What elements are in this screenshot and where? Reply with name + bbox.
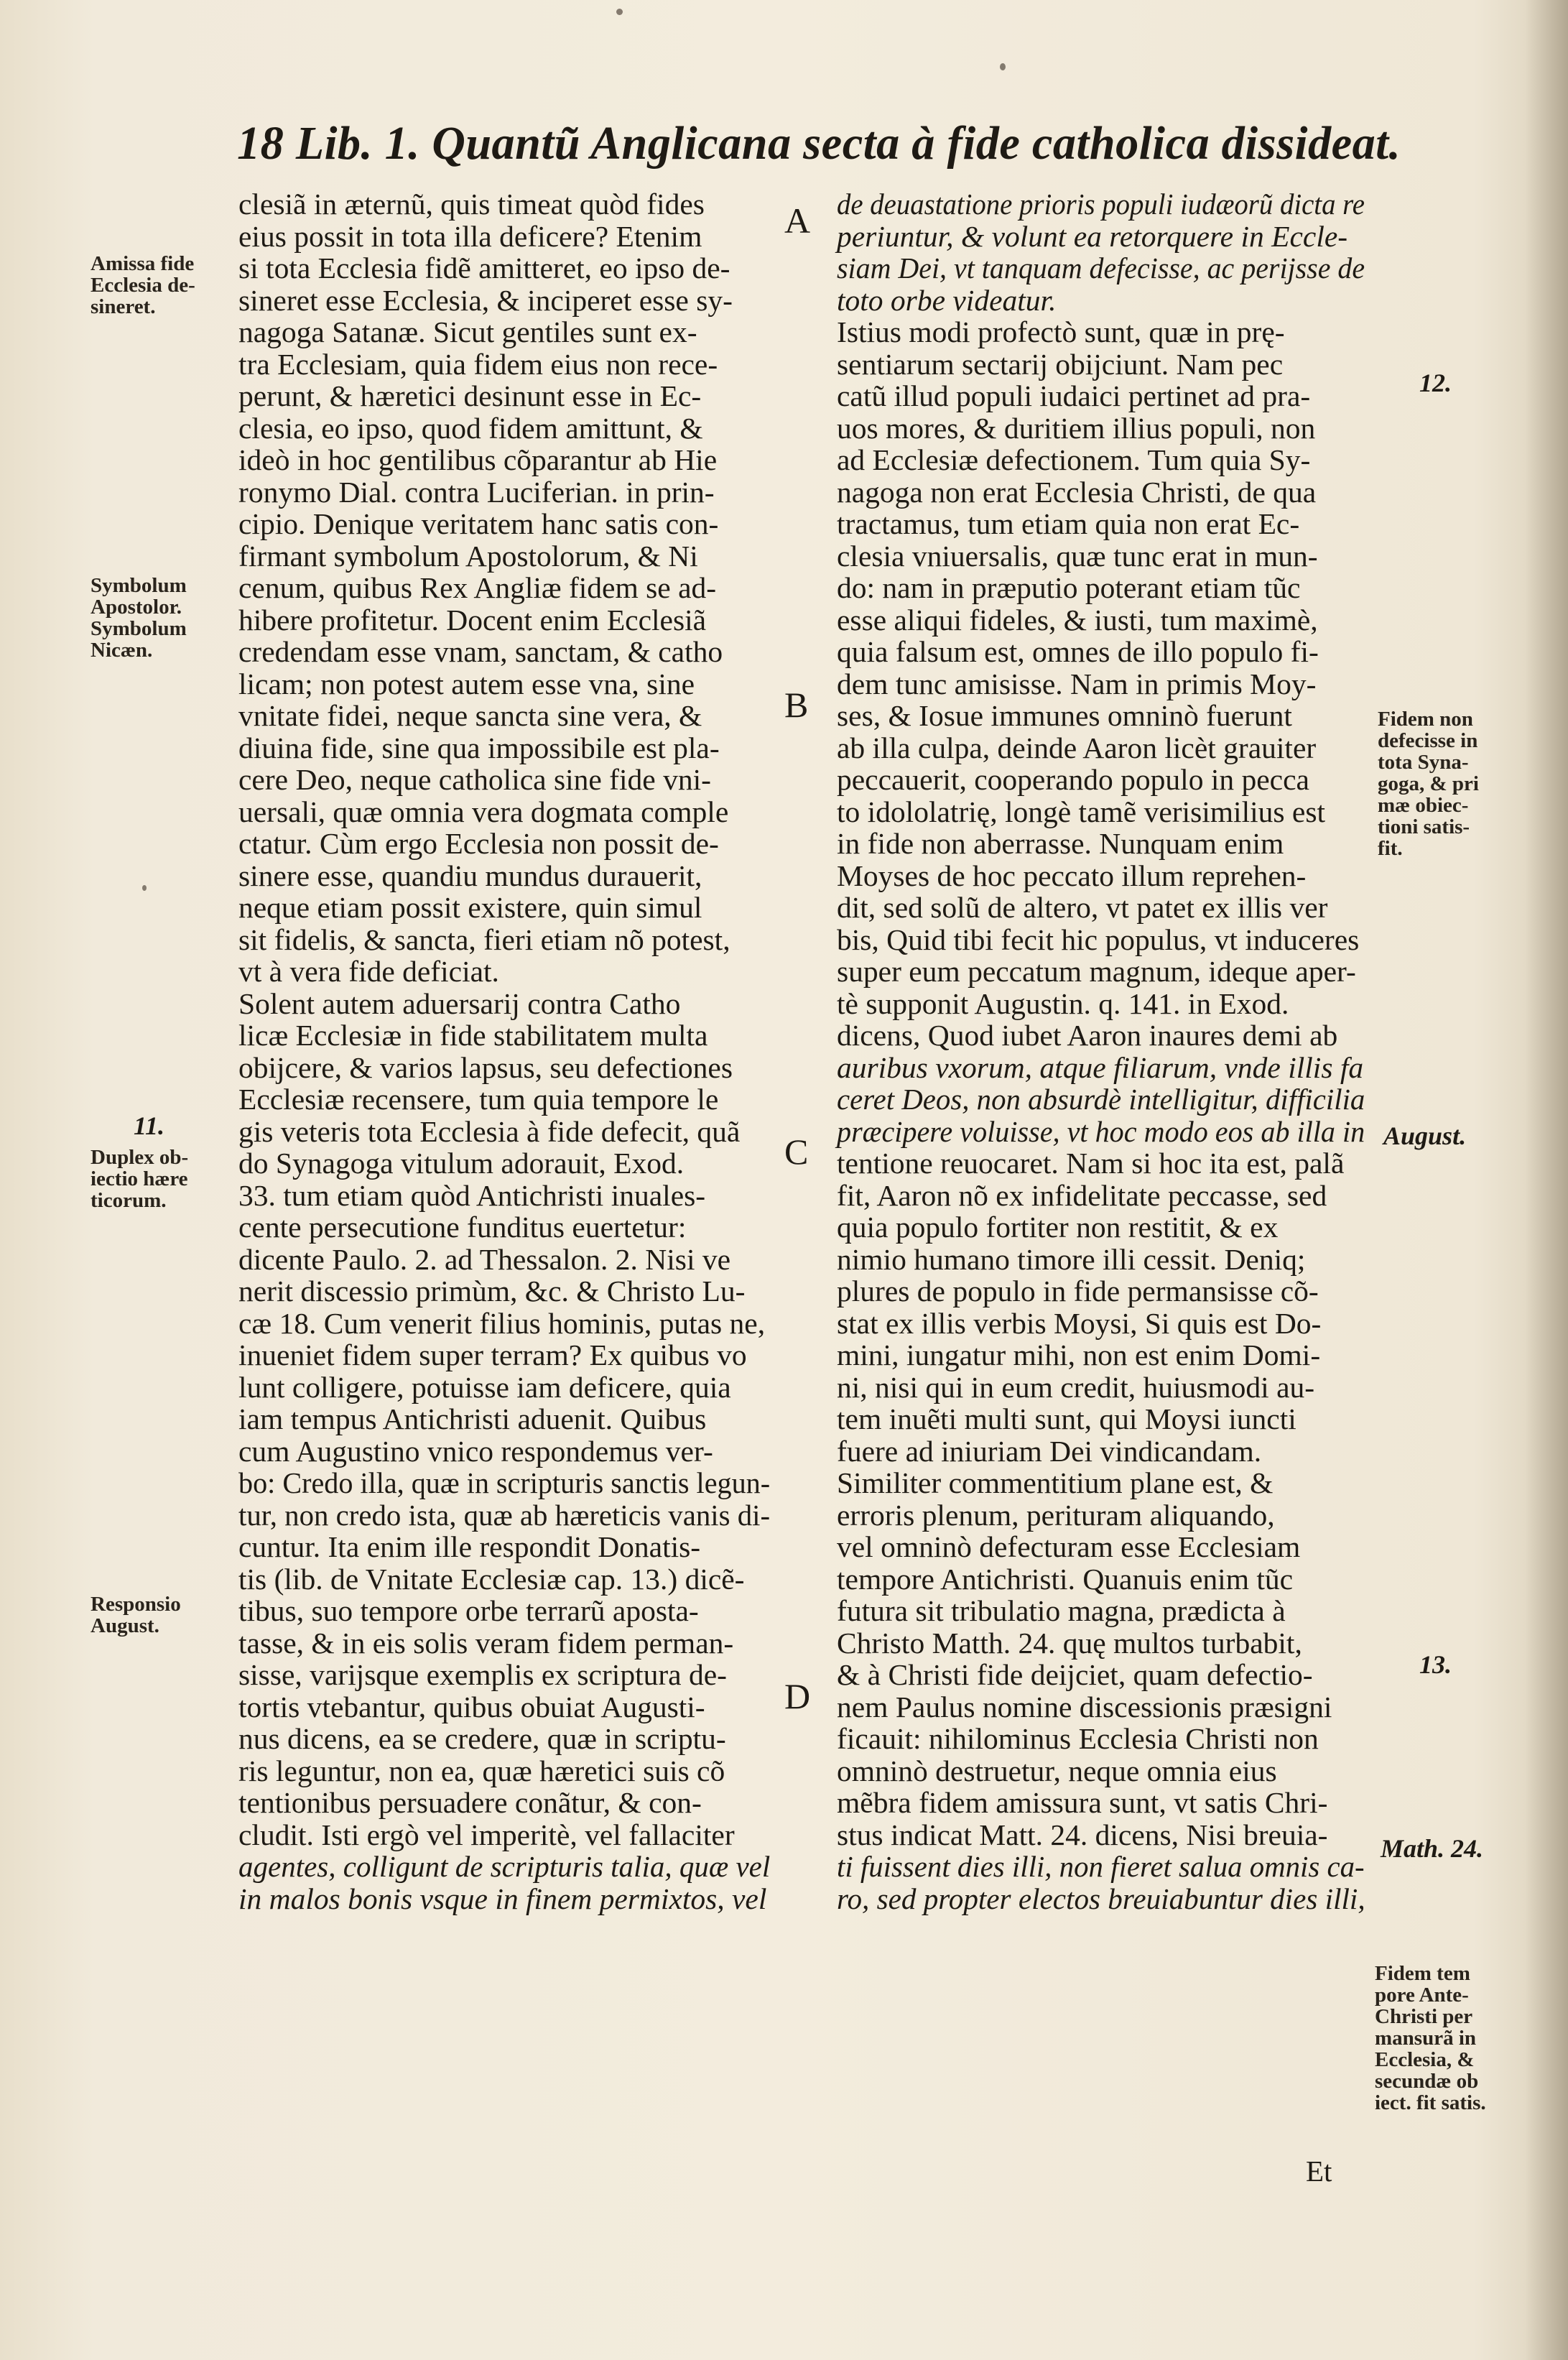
text-line: tortis vtebantur, quibus obuiat Augusti- (238, 1690, 705, 1723)
section-letter-a: A (784, 200, 811, 241)
text-line: ceret Deos, non absurdè intelligitur, difficilia (837, 1083, 1365, 1116)
text-line: to idololatrię, longè tamẽ verisimilius est (837, 795, 1326, 828)
text-line: sineret esse Ecclesia, & inciperet esse sy- (238, 283, 733, 317)
text-line: fuere ad iniuriam Dei vindicandam. (837, 1434, 1262, 1468)
text-line: periuntur, & volunt ea retorquere in Eccle- (837, 219, 1348, 253)
margin-ref-august: August. (1383, 1121, 1467, 1150)
text-line: ro, sed propter electos breuiabuntur dies illi, (837, 1882, 1365, 1915)
left-column-text (238, 188, 770, 1915)
section-number-11: 11. (134, 1111, 165, 1140)
margin-note-responsio: Responsio August. (91, 1593, 181, 1637)
page-edge-shadow (1525, 0, 1568, 2360)
text-line: omninò destruetur, neque omnia eius (837, 1754, 1277, 1787)
text-line: sisse, varijsque exemplis ex scriptura de- (238, 1658, 727, 1691)
text-line: nus dicens, ea se credere, quæ in scriptu- (238, 1722, 726, 1755)
text-line: tempore Antichristi. Quanuis enim tũc (837, 1562, 1294, 1596)
text-line: vel omninò defecturam esse Ecclesiam (837, 1530, 1301, 1563)
text-line: tem inuẽti multi sunt, qui Moysi iuncti (837, 1402, 1296, 1435)
text-line: stat ex illis verbis Moysi, Si quis est Do- (837, 1306, 1322, 1340)
text-line: clesia, eo ipso, quod fidem amittunt, & (238, 411, 703, 445)
text-line: bo: Credo illa, quæ in scripturis sanctis legun- (238, 1466, 771, 1499)
margin-ref-math: Math. 24. (1381, 1834, 1484, 1863)
text-line: si tota Ecclesia fidẽ amitteret, eo ipso de- (238, 251, 730, 284)
text-line: agentes, colligunt de scripturis talia, quæ vel (238, 1850, 771, 1883)
text-line: diuina fide, sine qua impossibile est pla- (238, 731, 720, 764)
text-line: in malos bonis vsque in finem permixtos, vel (238, 1882, 767, 1915)
text-line: ris leguntur, non ea, quæ hæretici suis cõ (238, 1754, 725, 1787)
text-line: Ecclesiæ recensere, tum quia tempore le (238, 1083, 719, 1116)
text-line: licam; non potest autem esse vna, sine (238, 667, 695, 700)
text-line: tentionibus persuadere conãtur, & con- (238, 1786, 702, 1819)
text-line: 33. tum etiam quòd Antichristi inuales- (238, 1178, 706, 1212)
text-line: ab illa culpa, deinde Aaron licèt grauiter (837, 731, 1317, 764)
ink-spot (1000, 63, 1006, 70)
text-line: ronymo Dial. contra Luciferian. in prin- (238, 475, 715, 509)
margin-note-fidem-non-defecisse: Fidem non defecisse in tota Syna- goga, & pri mæ obiec- tioni satis- fit. (1378, 708, 1479, 860)
text-line: ctatur. Cùm ergo Ecclesia non possit de- (238, 827, 719, 860)
text-line: Christo Matth. 24. quę multos turbabit, (837, 1626, 1302, 1660)
text-line: Solent autem aduersarij contra Catho (238, 986, 681, 1020)
text-line: firmant symbolum Apostolorum, & Ni (238, 539, 698, 573)
text-line: hibere profitetur. Docent enim Ecclesiã (238, 603, 707, 637)
text-line: nagoga Satanæ. Sicut gentiles sunt ex- (238, 315, 697, 348)
text-line: ti fuissent dies illi, non fieret salua omnis ca- (837, 1850, 1365, 1883)
running-header: 18 Lib. 1. Quantũ Anglicana secta à fide catholica dissideat. (237, 117, 1401, 170)
text-line: præcipere voluisse, vt hoc modo eos ab illa in (837, 1114, 1365, 1148)
text-line: ideò in hoc gentilibus cõparantur ab Hie (238, 443, 718, 476)
text-line: obijcere, & varios lapsus, seu defectiones (238, 1050, 733, 1084)
text-line: quia falsum est, omnes de illo populo fi- (837, 635, 1319, 668)
text-line: cipio. Denique veritatem hanc satis con- (238, 507, 719, 540)
text-line: auribus vxorum, atque filiarum, vnde illis fa (837, 1050, 1364, 1084)
text-line: bis, Quid tibi fecit hic populus, vt induceres (837, 922, 1360, 956)
text-line: tibus, suo tempore orbe terrarũ aposta- (238, 1594, 699, 1627)
text-line: dit, sed solũ de altero, vt patet ex illis ver (837, 891, 1328, 924)
catchword: Et (1306, 2155, 1332, 2188)
text-line: Moyses de hoc peccato illum reprehen- (837, 859, 1307, 892)
text-line: gis veteris tota Ecclesia à fide defecit, quã (238, 1114, 741, 1148)
text-line: ficauit: nihilominus Ecclesia Christi non (837, 1722, 1319, 1755)
text-line: sit fidelis, & sancta, fieri etiam nõ potest, (238, 922, 730, 956)
text-line: catũ illud populi iudaici pertinet ad pra- (837, 379, 1311, 412)
text-line: sinere esse, quandiu mundus durauerit, (238, 859, 702, 892)
right-column-text (837, 188, 1365, 1915)
section-number-12: 12. (1419, 369, 1452, 397)
text-line: clesiã in æternũ, quis timeat quòd fides (238, 188, 705, 221)
text-line: nimio humano timore illi cessit. Deniq; (837, 1242, 1306, 1276)
section-number-13: 13. (1419, 1650, 1452, 1679)
text-line: tè supponit Augustin. q. 141. in Exod. (837, 986, 1289, 1020)
text-line: tractamus, tum etiam quia non erat Ec- (837, 507, 1300, 540)
text-line: stus indicat Matt. 24. dicens, Nisi breuia- (837, 1818, 1328, 1851)
text-line: tis (lib. de Vnitate Ecclesiæ cap. 13.) dicẽ- (238, 1562, 745, 1596)
text-line: dicens, Quod iubet Aaron inaures demi ab (837, 1019, 1338, 1052)
text-line: cere Deo, neque catholica sine fide vni- (238, 763, 711, 796)
text-line: do Synagoga vitulum adorauit, Exod. (238, 1147, 685, 1180)
text-line: dem tunc amisisse. Nam in primis Moy- (837, 667, 1317, 700)
text-line: licæ Ecclesiæ in fide stabilitatem multa (238, 1019, 708, 1052)
margin-note-amissa-fide: Amissa fide Ecclesia de- sineret. (91, 252, 195, 318)
margin-note-duplex-obiectio: Duplex ob- iectio hære ticorum. (91, 1146, 189, 1212)
text-line: nagoga non erat Ecclesia Christi, de qua (837, 475, 1317, 509)
ink-spot (616, 9, 623, 15)
text-line: tasse, & in eis solis veram fidem perman- (238, 1626, 734, 1660)
text-line: in fide non aberrasse. Nunquam enim (837, 827, 1284, 860)
text-line: iam tempus Antichristi aduenit. Quibus (238, 1402, 707, 1435)
text-line: mẽbra fidem amissura sunt, vt satis Chri- (837, 1786, 1328, 1819)
section-letter-d: D (784, 1676, 811, 1716)
text-line: cæ 18. Cum venerit filius hominis, putas ne, (238, 1306, 766, 1340)
text-line: uersali, quæ omnia vera dogmata comple (238, 795, 729, 828)
text-line: sentiarum sectarij obijciunt. Nam pec (837, 347, 1284, 381)
text-line: lunt colligere, potuisse iam deficere, quia (238, 1370, 731, 1404)
text-line: & à Christi fide deijciet, quam defectio- (837, 1658, 1313, 1691)
text-line: erroris plenum, perituram aliquando, (837, 1498, 1275, 1532)
text-line: ni, nisi qui in eum credit, huiusmodi au- (837, 1370, 1315, 1404)
text-line: tentione reuocaret. Nam si hoc ita est, palã (837, 1147, 1345, 1180)
section-letter-c: C (784, 1132, 809, 1172)
text-line: fit, Aaron nõ ex infidelitate peccasse, sed (837, 1178, 1327, 1212)
text-line: siam Dei, vt tanquam defecisse, ac perijsse de (837, 251, 1365, 284)
text-line: Istius modi profectò sunt, quæ in prę- (837, 315, 1285, 348)
text-line: cente persecutione funditus euertetur: (238, 1211, 687, 1244)
text-line: credendam esse vnam, sanctam, & catho (238, 635, 723, 668)
text-line: mini, iungatur mihi, non est enim Domi- (837, 1338, 1321, 1371)
text-line: esse aliqui fideles, & iusti, tum maximè, (837, 603, 1318, 637)
text-line: neque etiam possit existere, quin simul (238, 891, 702, 924)
text-line: vnitate fidei, neque sancta sine vera, & (238, 699, 702, 732)
text-line: tra Ecclesiam, quia fidem eius non rece- (238, 347, 718, 381)
margin-note-fidem-tempore: Fidem tem pore Ante- Christi per mansurã in Ecclesia, & secundæ ob iect. fit satis. (1375, 1962, 1486, 2114)
text-line: ad Ecclesiæ defectionem. Tum quia Sy- (837, 443, 1311, 476)
text-line: uos mores, & duritiem illius populi, non (837, 411, 1316, 445)
ink-spot (142, 885, 147, 891)
text-line: toto orbe videatur. (837, 283, 1057, 317)
text-line: eius possit in tota illa deficere? Etenim (238, 219, 702, 253)
text-line: quia populo fortiter non restitit, & ex (837, 1211, 1279, 1244)
text-line: cludit. Isti ergò vel imperitè, vel fallaciter (238, 1818, 735, 1851)
text-line: super eum peccatum magnum, ideque aper- (837, 955, 1356, 988)
text-line: nerit discessio primùm, &c. & Christo Lu- (238, 1274, 746, 1308)
text-line: do: nam in præputio poterant etiam tũc (837, 571, 1301, 604)
margin-note-symbolum: Symbolum Apostolor. Symbolum Nicæn. (91, 574, 187, 662)
text-line: futura sit tribulatio magna, prædicta à (837, 1594, 1286, 1627)
text-line: cuntur. Ita enim ille respondit Donatis- (238, 1530, 701, 1563)
text-line: vt à vera fide deficiat. (238, 955, 499, 988)
text-line: dicente Paulo. 2. ad Thessalon. 2. Nisi ve (238, 1242, 731, 1276)
text-line: clesia vniuersalis, quæ tunc erat in mun- (837, 539, 1318, 573)
text-line: perunt, & hæretici desinunt esse in Ec- (238, 379, 702, 412)
text-line: Similiter commentitium plane est, & (837, 1466, 1274, 1499)
section-letter-b: B (784, 685, 809, 725)
text-line: inueniet fidem super terram? Ex quibus vo (238, 1338, 747, 1371)
text-line: plures de populo in fide permansisse cõ- (837, 1274, 1319, 1308)
text-line: de deuastatione prioris populi iudæorũ dicta re (837, 188, 1365, 221)
text-line: tur, non credo ista, quæ ab hæreticis vanis di- (238, 1498, 771, 1532)
text-line: ses, & Iosue immunes omninò fuerunt (837, 699, 1292, 732)
text-line: cum Augustino vnico respondemus ver- (238, 1434, 713, 1468)
text-line: nem Paulus nomine discessionis præsigni (837, 1690, 1332, 1723)
text-line: cenum, quibus Rex Angliæ fidem se ad- (238, 571, 717, 604)
text-line: peccauerit, cooperando populo in pecca (837, 763, 1309, 796)
